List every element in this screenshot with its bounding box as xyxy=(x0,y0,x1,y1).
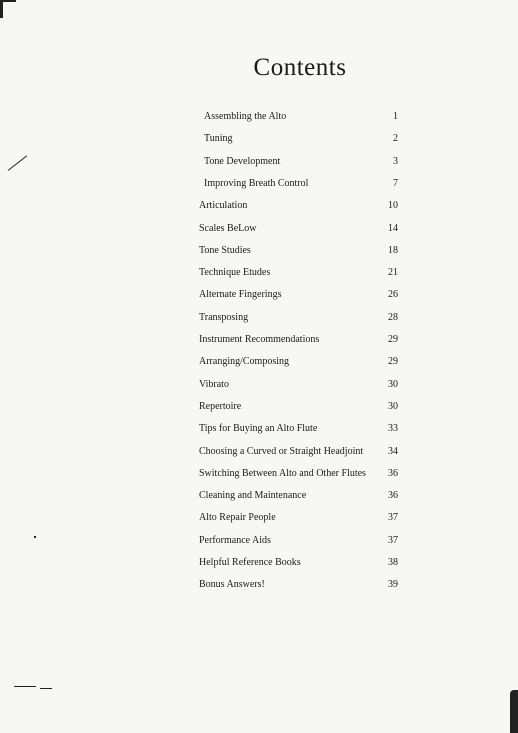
toc-entry-label: Bonus Answers! xyxy=(199,579,265,591)
toc-entry-page-number: 36 xyxy=(388,490,398,502)
toc-entry xyxy=(0,532,518,550)
toc-entry xyxy=(0,576,518,594)
toc-entry xyxy=(0,465,518,483)
toc-entry xyxy=(0,487,518,505)
toc-entry-page-number: 29 xyxy=(388,334,398,345)
toc-entry-label: Tone Studies xyxy=(199,244,251,256)
toc-entry-page-number: 21 xyxy=(388,267,398,279)
toc-entry xyxy=(0,242,518,260)
toc-entry xyxy=(0,130,518,148)
toc-entry-label: Tuning xyxy=(204,133,233,145)
toc-entry xyxy=(0,220,518,238)
toc-entry-label: Arranging/Composing xyxy=(199,356,289,368)
toc-entry xyxy=(0,286,518,304)
toc-entry-page-number: 2 xyxy=(393,133,398,145)
toc-entry xyxy=(0,398,518,416)
toc-entry-label: Switching Between Alto and Other Flutes xyxy=(199,467,366,479)
scan-mark-top-left-edge xyxy=(0,0,16,2)
toc-entry-label: Tips for Buying an Alto Flute xyxy=(199,423,318,435)
toc-entry xyxy=(0,420,518,438)
toc-entry-label: Tone Development xyxy=(204,155,281,167)
toc-entry-page-number: 18 xyxy=(388,244,398,256)
toc-entry-page-number: 36 xyxy=(388,467,398,479)
toc-entry-label: Technique Etudes xyxy=(199,267,271,279)
toc-entry-label: Performance Aids xyxy=(199,534,271,546)
scan-mark-top-left xyxy=(0,0,3,18)
toc-entry-label: Articulation xyxy=(199,200,248,212)
toc-entry-label: Alternate Fingerings xyxy=(199,289,282,301)
toc-entry-page-number: 30 xyxy=(388,400,398,412)
page-title: Contents xyxy=(253,54,347,81)
toc-entry-label: Scales BeLow xyxy=(199,222,257,234)
toc-entry-page-number: 26 xyxy=(388,289,398,301)
toc-entry xyxy=(0,197,518,215)
toc-entry-label: Repertoire xyxy=(199,400,242,412)
toc-entry-label: Helpful Reference Books xyxy=(199,557,301,568)
toc-entry-page-number: 34 xyxy=(388,445,398,457)
toc-entry-label: Instrument Recommendations xyxy=(199,334,320,345)
toc-entry-page-number: 29 xyxy=(388,356,398,368)
toc-entry-page-number: 39 xyxy=(388,579,398,591)
toc-entry xyxy=(0,153,518,171)
scan-mark-bottom-right xyxy=(510,690,518,733)
toc-entry xyxy=(0,264,518,282)
toc-entry-page-number: 37 xyxy=(388,512,398,524)
toc-entry-label: Improving Breath Control xyxy=(204,177,309,189)
toc-entry-label: Assembling the Alto xyxy=(204,111,287,122)
toc-entry-page-number: 33 xyxy=(388,423,398,435)
toc-entry-page-number: 38 xyxy=(388,557,398,568)
toc-entry xyxy=(0,353,518,371)
toc-entry xyxy=(0,108,518,126)
toc-entry xyxy=(0,331,518,349)
scan-mark-bottom-left-2 xyxy=(40,688,52,689)
toc-entry-page-number: 10 xyxy=(388,200,398,212)
toc-entry-page-number: 28 xyxy=(388,311,398,323)
toc-entry xyxy=(0,509,518,527)
toc-entry-label: Transposing xyxy=(199,311,249,323)
toc-entry xyxy=(0,554,518,572)
scan-mark-bottom-left xyxy=(14,686,36,687)
toc-entry-label: Choosing a Curved or Straight Headjoint xyxy=(199,445,364,457)
toc-entry-label: Vibrato xyxy=(199,378,229,390)
toc-entry-label: Cleaning and Maintenance xyxy=(199,490,307,502)
toc-entry-page-number: 30 xyxy=(388,378,398,390)
toc-entry xyxy=(0,175,518,193)
toc-entry-page-number: 14 xyxy=(388,222,398,234)
toc-entry-label: Alto Repair People xyxy=(199,512,276,524)
toc-entry-page-number: 3 xyxy=(393,155,398,167)
toc-entry-page-number: 7 xyxy=(393,177,398,189)
toc-entry xyxy=(0,443,518,461)
toc-entry xyxy=(0,309,518,327)
toc-entry-page-number: 37 xyxy=(388,534,398,546)
toc-entry xyxy=(0,376,518,394)
toc-entry-page-number: 1 xyxy=(393,111,398,122)
